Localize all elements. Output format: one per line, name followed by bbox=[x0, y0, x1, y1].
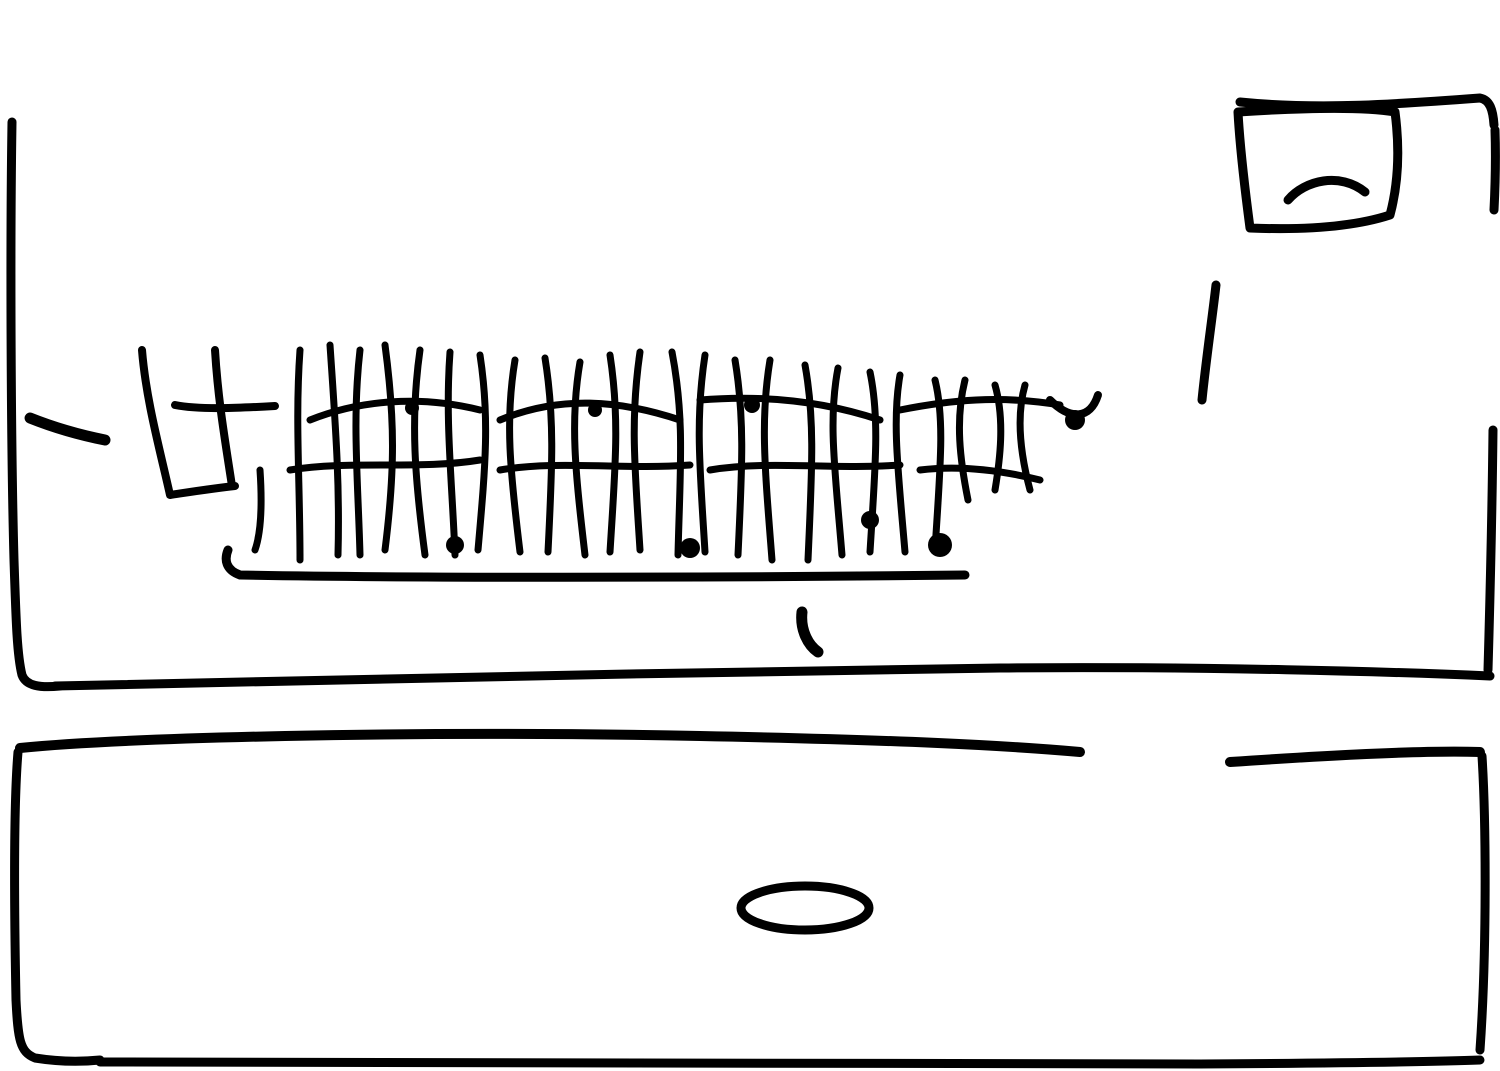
sad-face-icon bbox=[1288, 180, 1365, 200]
divider-tick bbox=[1202, 285, 1216, 400]
pill-icon[interactable] bbox=[741, 886, 869, 930]
top-panel-right-edge bbox=[1488, 130, 1495, 670]
left-dash bbox=[30, 418, 105, 440]
bottom-panel-top-edge-right bbox=[1230, 752, 1480, 762]
bottom-panel-bottom-edge bbox=[100, 1060, 1480, 1065]
corner-badge[interactable] bbox=[1238, 98, 1494, 229]
bottom-panel-top-edge-left bbox=[20, 734, 1080, 752]
top-panel-left-edge bbox=[11, 122, 60, 687]
corner-badge-box bbox=[1238, 108, 1398, 228]
top-panel-bottom-edge bbox=[55, 668, 1490, 686]
bottom-panel-right-edge bbox=[1480, 756, 1485, 1050]
scribbled-text-icon bbox=[142, 345, 1098, 652]
bottom-panel-left-edge bbox=[15, 752, 100, 1061]
